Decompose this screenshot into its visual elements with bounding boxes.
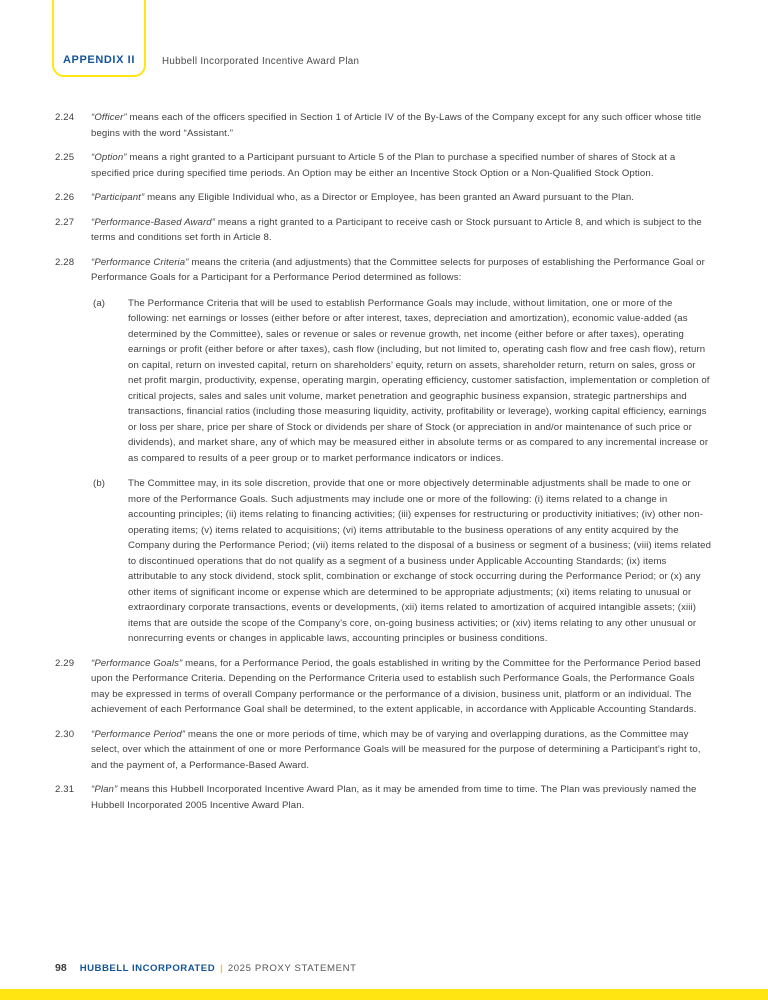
footer-separator: | <box>220 963 223 974</box>
definition-text: means any Eligible Individual who, as a Director or Employee, has been granted an Award pursuant to the Plan. <box>144 192 635 203</box>
definition-text: means each of the officers specified in Section 1 of Article IV of the By-Laws of the Company except for any such officer whose title begins with the word “Assistant.” <box>91 112 702 139</box>
definition-body <box>91 782 713 813</box>
definition-item <box>55 190 715 206</box>
bottom-accent-bar <box>0 989 768 1000</box>
footer-document-title: 2025 PROXY STATEMENT <box>227 963 357 974</box>
definition-item <box>55 656 715 718</box>
definition-text: means the criteria (and adjustments) that the Committee selects for purposes of establishing the Performance Goal or Performance Goals for a Participant for a Performance Period determined as follows: <box>91 256 705 283</box>
definition-subitems <box>91 296 713 647</box>
definition-term: “Performance Criteria” <box>91 256 189 268</box>
definition-subitem <box>93 476 713 647</box>
definition-item <box>55 255 715 647</box>
definition-number: 2.31 <box>55 784 75 795</box>
page-number: 98 <box>55 962 67 974</box>
footer-company: HUBBELL INCORPORATED <box>79 963 216 974</box>
definition-number: 2.26 <box>55 192 75 203</box>
document-title: Hubbell Incorporated Incentive Award Plan <box>162 56 360 67</box>
page-footer <box>55 962 357 974</box>
definition-subitem <box>93 296 713 467</box>
definition-item <box>55 215 715 246</box>
definition-body <box>91 190 713 206</box>
definition-item <box>55 782 715 813</box>
definition-term: “Performance Period” <box>91 728 186 740</box>
definition-item <box>55 150 715 181</box>
definition-body <box>91 150 713 181</box>
definitions-list <box>55 110 715 822</box>
definition-term: “Option” <box>91 152 127 163</box>
definition-term: “Performance-Based Award” <box>91 216 216 228</box>
appendix-badge <box>52 0 146 77</box>
definition-item <box>55 727 715 774</box>
definition-text: means this Hubbell Incorporated Incentive Award Plan, as it may be amended from time to time. The Plan was previously named the Hubbell Incorporated 2005 Incentive Award Plan. <box>91 784 697 811</box>
definition-number: 2.25 <box>55 152 75 163</box>
definition-text: means a right granted to a Participant to receive cash or Stock pursuant to Article 8, and which is subject to the terms and conditions set forth in Article 8. <box>91 216 702 243</box>
definition-text: means, for a Performance Period, the goals established in writing by the Committee for the Performance Period based upon the Performance Criteria. Depending on the Performance Criteria used to establish such Performance Goals, the Performance Goals may be expressed in terms of overall Company performance or the performance of a division, business unit, platform or an individual. The achievement of each Performance Goal shall be determined, to the extent applicable, in accordance with Applicable Accounting Standards. <box>91 657 701 715</box>
definition-term: “Participant” <box>91 192 145 203</box>
definition-body <box>91 215 713 246</box>
definition-number: 2.24 <box>55 112 75 123</box>
definition-body <box>91 727 713 774</box>
definition-term: “Officer” <box>91 112 127 123</box>
definition-term: “Plan” <box>91 784 118 795</box>
subitem-label: (b) <box>93 478 106 489</box>
definition-text: means the one or more periods of time, which may be of varying and overlapping durations, as the Committee may select, over which the attainment of one or more Performance Goals will be measured for the purpose of determining a Participant’s right to, and the payment of, a Performance-Based Award. <box>91 728 701 771</box>
definition-text: means a right granted to a Participant pursuant to Article 5 of the Plan to purchase a specified number of shares of Stock at a specified price during specified time periods. An Option may be either an Incentive Stock Option or a Non-Qualified Stock Option. <box>91 152 676 179</box>
definition-term: “Performance Goals” <box>91 657 183 669</box>
definition-number: 2.30 <box>55 728 75 740</box>
definition-number: 2.27 <box>55 216 75 228</box>
subitem-text: The Performance Criteria that will be used to establish Performance Goals may include, without limitation, one or more of the following: net earnings or losses (either before or after interest, taxes, depreciation and amortization), economic value-added (as determined by the Committee), sales or revenue or sales or revenue growth, net income (either before or after taxes), operating earnings or profit (either before or after taxes), cash flow (including, but not limited to, operating cash flow and free cash flow), return on capital, return on invested capital, return on shareholders’ equity, return on assets, shareholder return, return on sales, gross or net profit margin, productivity, expense, operating margin, operating efficiency, customer satisfaction, implementation or completion of critical projects, sales and sales unit volume, market penetration and geographic business expansion, strategic partnerships and transactions, financial ratios (including those measuring liquidity, activity, profitability or leverage), working capital efficiency, earnings or loss per share, price per share of Stock or dividends per share of Stock (or appreciation in and/or maintenance of such price or dividends), and market share, any of which may be measured either in absolute terms or as compared to any incremental increase or as compared to results of a peer group or to market performance indicators or indices. <box>128 297 710 464</box>
definition-body <box>91 656 713 718</box>
subitem-text: The Committee may, in its sole discretion, provide that one or more objectively determinable adjustments shall be made to one or more of the Performance Goals. Such adjustments may include one or more of the following: (i) items related to a change in accounting principles; (ii) items relating to financing activities; (iii) expenses for restructuring or productivity initiatives; (iv) other non-operating items; (v) items related to acquisitions; (vi) items attributable to the business operations of any entity acquired by the Company during the Performance Period; (vii) items related to the disposal of a business or segment of a business; (viii) items related to discontinued operations that do not qualify as a segment of a business under Applicable Accounting Standards; (ix) items attributable to any stock dividend, stock split, combination or exchange of stock occurring during the Performance Period; or (x) any other items of significant income or expense which are determined to be appropriate adjustments; (xi) items relating to unusual or extraordinary corporate transactions, events or developments, (xii) items related to amortization of acquired intangible assets; (xiii) items that are outside the scope of the Company’s core, on-going business activities; or (xiv) items relating to any other unusual or nonrecurring events or changes in applicable laws, accounting principles or business conditions. <box>128 478 712 644</box>
subitem-label: (a) <box>93 297 106 309</box>
definition-number: 2.29 <box>55 657 75 669</box>
definition-body <box>91 255 713 647</box>
definition-number: 2.28 <box>55 256 75 268</box>
definition-body <box>91 110 713 141</box>
definition-item <box>55 110 715 141</box>
appendix-label: APPENDIX II <box>62 54 135 66</box>
